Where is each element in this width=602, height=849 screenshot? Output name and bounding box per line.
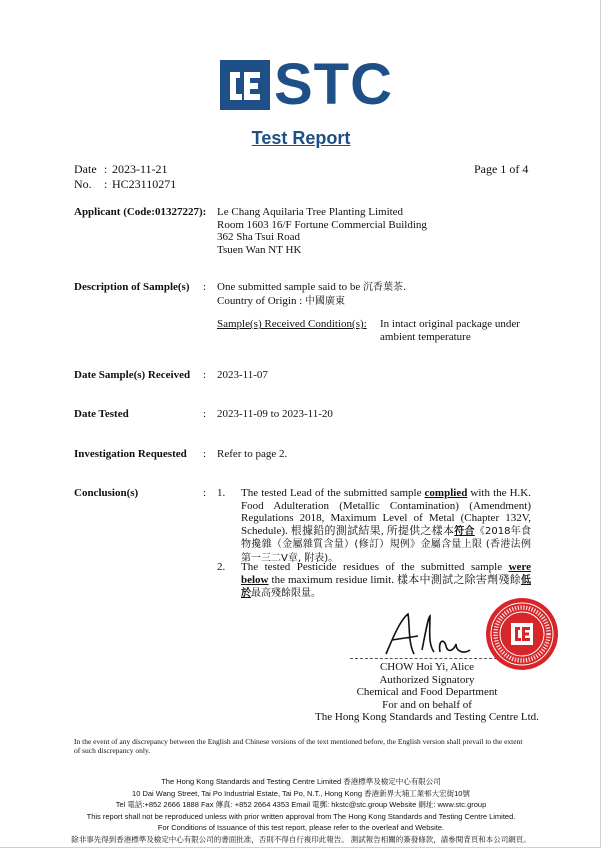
- stc-logo-mark-icon: [220, 60, 270, 110]
- no-label: No.: [74, 177, 92, 191]
- signatory-department: Chemical and Food Department: [356, 686, 498, 698]
- footer-notice: This report shall not be reproduced unless with prior written approval from The Hong Kong Standards and Testing Centre Limited.: [86, 811, 516, 821]
- date-label: Date: [74, 162, 97, 176]
- stc-logo-text: STC: [274, 52, 393, 117]
- footer-company: The Hong Kong Standards and Testing Centre Limited 香港標準及檢定中心有限公司: [161, 777, 441, 786]
- signature-scribble: [378, 610, 488, 660]
- date-tested-label: Date Tested: [74, 408, 129, 420]
- discrepancy-footnote: In the event of any discrepancy between the English and Chinese versions of the text mentioned before, the English version shall prevail to the extent of such discrepancy only.: [74, 737, 523, 755]
- applicant-label: Applicant (Code:01327227):: [74, 206, 207, 218]
- conclusion-2-text: The tested Pesticide residues of the submitted sample were below the maximum residue limit. 樣本中測試之除害劑殘餘低於最高殘餘限量。: [241, 561, 531, 599]
- signatory-name: CHOW Hoi Yi, Alice: [379, 661, 475, 673]
- date-received-value: 2023-11-07: [217, 369, 268, 381]
- company-seal: [486, 598, 558, 670]
- conclusion-1-number: 1.: [217, 487, 226, 499]
- date-value: 2023-11-21: [112, 162, 168, 176]
- investigation-label: Investigation Requested: [74, 448, 187, 460]
- applicant-address: Le Chang Aquilaria Tree Planting Limited Room 1603 16/F Fortune Commercial Building 362 Sha Tsui Road Tsuen Wan NT HK: [217, 206, 427, 256]
- footer-address: 10 Dai Wang Street, Tai Po Industrial Estate, Tai Po, N.T., Hong Kong 香港新界大埔工業邨大宏街10號: [132, 788, 470, 798]
- signature-line: [350, 658, 502, 659]
- date-tested-value: 2023-11-09 to 2023-11-20: [217, 408, 333, 420]
- conclusion-label: Conclusion(s): [74, 487, 139, 499]
- stc-logo: [220, 52, 400, 117]
- signatory-organization: The Hong Kong Standards and Testing Centre Ltd.: [315, 711, 539, 723]
- page-title: Test Report: [251, 128, 351, 148]
- signatory-role: Authorized Signatory: [379, 673, 475, 686]
- description-value: One submitted sample said to be 沉香葉茶. Country of Origin : 中國廣東: [217, 281, 407, 307]
- footer: [0, 776, 602, 845]
- footer-contact: Tel 電話:+852 2666 1888 Fax 傳真: +852 2664 4353 Email 電郵: hkstc@stc.group Website 網址: www.stc.group: [115, 800, 487, 809]
- footer-conditions: For Conditions of Issuance of this test report, please refer to the overleaf and Website.: [157, 823, 445, 832]
- signature-block: CHOW Hoi Yi, Alice Authorized Signatory Chemical and Food Department For and on behalf of The Hong Kong Standards and Testing Centre Ltd.: [312, 661, 542, 724]
- conclusion-2-number: 2.: [217, 561, 226, 573]
- date-row: Date : 2023-11-21: [74, 162, 168, 176]
- page-number: Page 1 of 4: [474, 162, 529, 176]
- report-number: HC23110271: [112, 177, 177, 191]
- conclusion-1-text: The tested Lead of the submitted sample complied with the H.K. Food Adulteration (Metallic Contamination) (Amendment) Regulations 2018, Maximum Level of Metal (Chapter 132V, Schedule). 根據鉛的測試結果, 所提供之樣本符合《2018年食物攙雜（金屬雜質含量）(修訂）規例》金屬含量上限 (香港法例第一三二V章, 附表)。: [241, 487, 532, 564]
- description-label: Description of Sample(s): [74, 281, 190, 293]
- no-row: No. : HC23110271: [74, 177, 177, 191]
- condition-label: Sample(s) Received Condition(s):: [217, 318, 367, 330]
- condition-value: In intact original package under ambient temperature: [380, 318, 520, 343]
- date-received-label: Date Sample(s) Received: [74, 369, 191, 381]
- investigation-value: Refer to page 2.: [217, 448, 288, 460]
- footer-chinese-notice: 除非事先得到香港標準及檢定中心有限公司的書面批准，否則不得自行複印此報告。 測試報告相關的簽發條款，請參閱背頁和本公司網頁。: [71, 834, 531, 844]
